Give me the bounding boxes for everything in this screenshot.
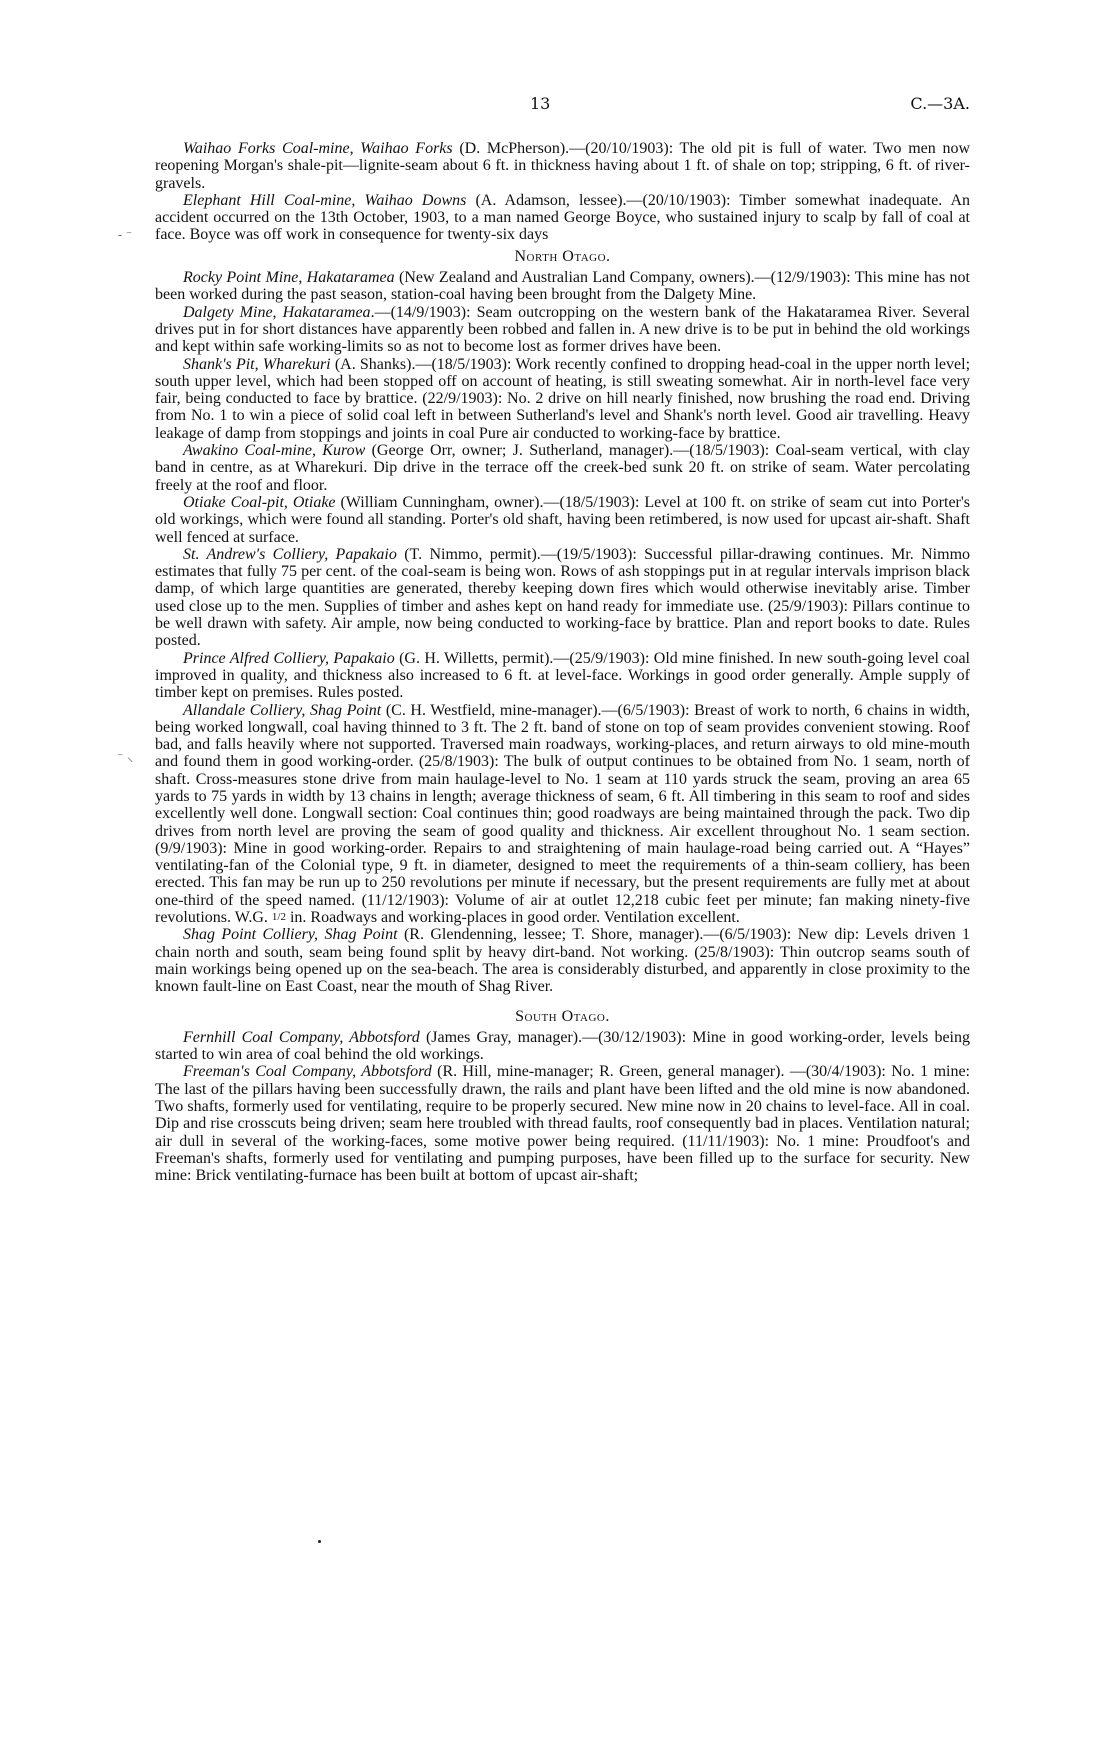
mine-name: Rocky Point Mine, Hakataramea [183,269,395,287]
entry-paragraph [155,546,970,650]
margin-mark: - ⁻ [118,228,133,242]
mine-name: Awakino Coal-mine, Kurow [183,442,366,460]
entry-paragraph [155,140,970,192]
entry-paragraph [155,494,970,546]
entry-text: (G. H. Willetts, permit).—(25/9/1903): Old mine finished. In new south-going level coal improved in quality, and thickness also increased to 6 ft. at level-face. Workings in good order generally. Ample supply of timber kept on premises. Rules posted. [155,649,970,702]
entry-text: (T. Nimmo, permit).—(19/5/1903): Successful pillar-drawing continues. Mr. Nimmo estimates that fully 75 per cent. of the coal-seam is being won. Rows of ash stoppings put in at regular intervals imprison black damp, of which large quantities are generated, thereby keeping down fires which would otherwise inevitably arise. Timber used close up to the men. Supplies of timber and ashes kept on hand ready for immediate use. (25/9/1903): Pillars continue to be well drawn with safety. Air ample, now being conducted to working-face by brattice. Plan and report books to date. Rules posted. [155,545,971,650]
entry-paragraph [155,356,970,442]
entry-paragraph [155,1063,970,1184]
entry-text: (R. Hill, mine-manager; R. Green, general manager). —(30/4/1903): No. 1 mine: The last of the pillars having been successfully drawn, the rails and plant have been lifted and the old mine is now abandoned. Two shafts, formerly used for ventilating, require to be properly secured. New mine now in 20 chains to level-face. All in coal. Dip and rise crosscuts being driven; seam here troubled with thread faults, roof consequently bad in places. Ventilation natural; air dull in several of the working-faces, some motive power being required. (11/11/1903): No. 1 mine: Proudfoot's and Freeman's shafts, formerly used for ventilating and pumping purposes, have been filled up to the surface for security. New mine: Brick ventilating-furnace has been built at bottom of upcast air-shaft; [155,1063,971,1185]
document-body [155,140,970,1185]
entry-paragraph [155,192,970,244]
entry-text: (William Cunningham, owner).—(18/5/1903): Level at 100 ft. on strike of seam cut into Porter's old workings, which were found all standing. Porter's old shaft, having been retimbered, is now used for upcast air-shaft. Shaft well fenced at surface. [155,493,970,546]
entry-text: .—(14/9/1903): Seam outcropping on the western bank of the Hakataramea River. Several drives put in for short distances have apparently been robbed and fallen in. A new drive is to be put in behind the old workings and kept within safe working-limits so as not to become lost as former drives have been. [155,303,970,356]
entry-paragraph [155,304,970,356]
entry-text: (A. Shanks).—(18/5/1903): Work recently confined to dropping head-coal in the upper north level; south upper level, which had been stopped off on account of heating, is still sweating somewhat. Air in north-level face very fair, being conducted to face by brattice. (22/9/1903): No. 2 drive on hill nearly finished, now brushing the road end. Driving from No. 1 to win a piece of solid coal left in between Sutherland's level and Shank's north level. Good air travelling. Heavy leakage of damp from stoppings and joints in coal Pure air conducted to working-face by brattice. [155,355,971,442]
entry-text: (D. McPherson).—(20/10/1903): The old pit is full of water. Two men now reopening Morgan's shale-pit—lignite-seam about 6 ft. in thickness having about 1 ft. of shale on top; stripping, 6 ft. of river-gravels. [155,140,970,192]
page-number: 13 [530,94,551,113]
entry-paragraph [155,702,970,927]
document-reference: C.—3A. [910,94,970,113]
mine-name: Shank's Pit, Wharekuri [183,355,331,373]
entry-paragraph [155,926,970,995]
entry-paragraph [155,650,970,702]
mine-name: Shag Point Colliery, Shag Point [183,926,398,944]
fraction: 1/2 [271,911,286,924]
entry-text: (James Gray, manager).—(30/12/1903): Mine in good working-order, levels being started to win area of coal behind the old workings. [155,1028,970,1064]
entry-text: (C. H. Westfield, mine-manager).—(6/5/1903): Breast of work to north, 6 chains in width, being worked longwall, coal having thinned to 3 ft. The 2 ft. band of stone on top of seam provides convenient stowing. Roof bad, and falls heavily where not supported. Traversed main roadways, working-places, and return airways to old mine-mouth and found them in good working-order. (25/8/1903): The bulk of output continues to be obtained from No. 1 seam, north of shaft. Cross-measures stone drive from main haulage-level to No. 1 seam at 110 yards struck the seam, proving an area 65 yards to 75 yards in width by 13 chains in length; average thickness of seam, 6 ft. All timbering in this seam to roof and sides excellently well done. Longwall section: Coal continues thin; good roadways are being maintained through the pack. Two dip drives from north level are proving the seam of good quality and thickness. Air excellent throughout No. 1 seam section. (9/9/1903): Mine in good working-order. Repairs to and straightening of main haulage-road being carried out. A “Hayes” ventilating-fan of the Colonial type, 9 ft. in diameter, designed to meet the requirements of a thin-seam colliery, has been erected. This fan may be run up to 250 revolutions per minute if necessary, but the present requirements are fully met at about one-third of the speed named. (11/12/1903): Volume of air at outlet 12,218 cubic feet per minute; fan making ninety-five revolutions. W.G. [155,701,970,927]
mine-name: St. Andrew's Colliery, Papakaio [183,545,397,563]
ink-speck [318,1540,321,1543]
mine-name: Freeman's Coal Company, Abbotsford [183,1063,432,1081]
mine-name: Dalgety Mine, Hakataramea [183,303,371,321]
entry-text: (R. Glendenning, lessee; T. Shore, manager).—(6/5/1903): New dip: Levels driven 1 chain north and south, seam being found split by heavy dirt-band. Not working. (25/8/1903): Thin outcrop seams south of main workings being opened up on the sea-beach. The area is considerably disturbed, and apparently in close proximity to the known fault-line on East Coast, near the mouth of Shag River. [155,926,970,996]
mine-name: Allandale Colliery, Shag Point [183,701,382,719]
mine-name: Fernhill Coal Company, Abbotsford [183,1028,420,1046]
entry-paragraph [155,1029,970,1064]
section-heading-south-otago: South Otago. [515,1007,610,1025]
entry-paragraph [155,442,970,494]
entry-text: (A. Adamson, lessee).—(20/10/1903): Timber somewhat inadequate. An accident occurred on the 13th October, 1903, to a man named George Boyce, who sustained injury to scalp by fall of coal at face. Boyce was off work in consequence for twenty-six days [155,191,970,244]
entry-paragraph [155,269,970,304]
mine-name: Prince Alfred Colliery, Papakaio [183,649,395,667]
entry-text: (George Orr, owner; J. Sutherland, manager).—(18/5/1903): Coal-seam vertical, with clay band in centre, as at Wharekuri. Dip drive in the terrace off the creek-bed sunk 20 ft. on strike of seam. Water percolating freely at the roof and floor. [155,442,970,494]
section-heading-north-otago: North Otago. [514,247,611,265]
entry-text: (New Zealand and Australian Land Company, owners).—(12/9/1903): This mine has not been worked during the past season, station-coal having been brought from the Dalgety Mine. [155,269,971,304]
entry-text-tail: in. Roadways and working-places in good order. Ventilation excellent. [285,909,740,927]
margin-mark: ⁻ ⸜ [117,750,134,764]
page-header [155,94,970,118]
mine-name: Elephant Hill Coal-mine, Waihao Downs [183,191,467,209]
mine-name: Waihao Forks Coal-mine, Waihao Forks [183,140,453,157]
mine-name: Otiake Coal-pit, Otiake [183,493,336,511]
